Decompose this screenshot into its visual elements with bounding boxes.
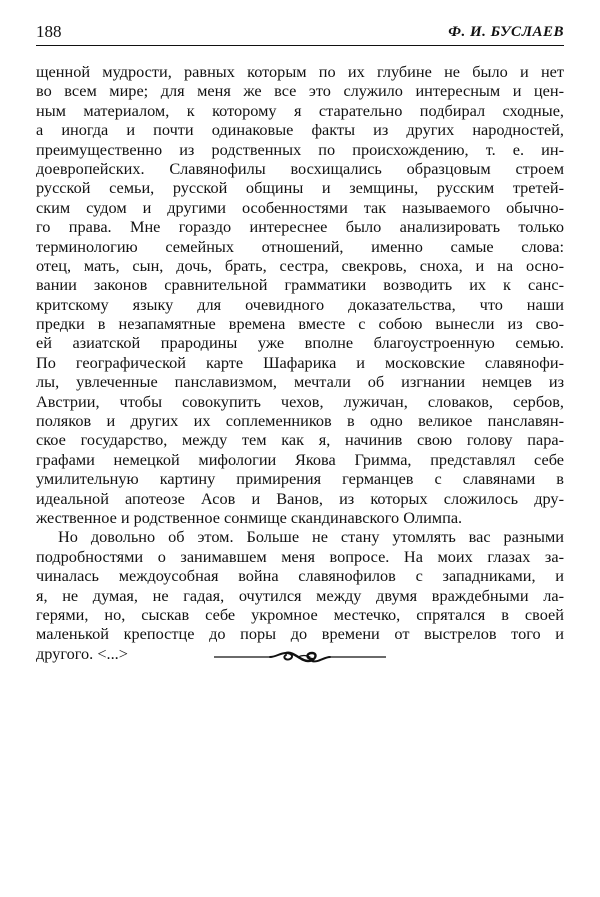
text-line: подробностями о занимавшем меня вопросе. На моих глазах за- [36,546,564,566]
text-line: русской семьи, русской общины и земщины, русским третей- [36,178,564,198]
body-text [36,62,564,663]
text-line: преимущественно из родственных по происхождению, т. е. ин- [36,139,564,159]
text-line: другого. <...> [36,643,128,663]
text-line: Но довольно об этом. Больше не стану утомлять вас разными [58,527,564,547]
header-rule [36,45,564,46]
paragraph [36,62,564,527]
running-head: Ф. И. БУСЛАЕВ [448,24,564,40]
text-line: умилительную картину примирения германцев с славянами в [36,469,564,489]
text-line: идеальной апотеозе Асов и Ванов, из которых сложилось дру- [36,488,564,508]
text-line: а иногда и почти одинаковые факты из других народностей, [36,120,564,140]
text-line: ным материалом, к которому я старательно подбирал сходные, [36,100,564,120]
text-line: ским судом и другими особенностями так называемого обычно- [36,197,564,217]
text-line: маленькой крепостце до поры до времени от выстрелов того и [36,624,564,644]
text-line: предки в незапамятные времена вместе с собою вынесли из сво- [36,314,564,334]
text-line: доевропейских. Славянофилы восхищались образцовым строем [36,158,564,178]
paragraph [36,527,564,663]
text-line: По географической карте Шафарика и московские славянофи- [36,352,564,372]
scroll-ornament-icon [214,645,386,669]
page-number: 188 [36,22,62,41]
text-line: во всем мире; для меня же все это служило интересным и цен- [36,81,564,101]
running-header [36,22,564,46]
text-line: жественное и родственное сонмище скандинавского Олимпа. [36,507,463,527]
text-line: вании законов сравнительной грамматики возводить их к санс- [36,275,564,295]
text-line: Австрии, чтобы совокупить чехов, лужичан, словаков, сербов, [36,391,564,411]
text-line: терминологию семейных отношений, именно самые слова: [36,236,564,256]
text-line: лы, увлеченные панславизмом, мечтали об изгнании немцев из [36,372,564,392]
text-line: го права. Мне гораздо интереснее было анализировать только [36,217,564,237]
text-line: поляков и других их соплеменников в одно великое панславян- [36,411,564,431]
text-line: я, не думая, не гадая, очутился между двумя враждебными ла- [36,585,564,605]
text-line: ское государство, между тем как я, начинив свою голову пара- [36,430,564,450]
text-line: щенной мудрости, равных которым по их глубине не было и нет [36,62,564,81]
text-line: отец, мать, сын, дочь, брать, сестра, свекровь, сноха, и на осно- [36,255,564,275]
text-line: ей азиатской прародины уже вполне благоустроенную семью. [36,333,564,353]
text-line: критскому языку для очевидного доказательства, что наши [36,294,564,314]
text-line: герями, но, сыскав себе укромное местечко, спрятался в своей [36,604,564,624]
text-line: чиналась междоусобная война славянофилов с западниками, и [36,566,564,586]
text-line: графами немецкой мифологии Якова Гримма, представлял себе [36,449,564,469]
